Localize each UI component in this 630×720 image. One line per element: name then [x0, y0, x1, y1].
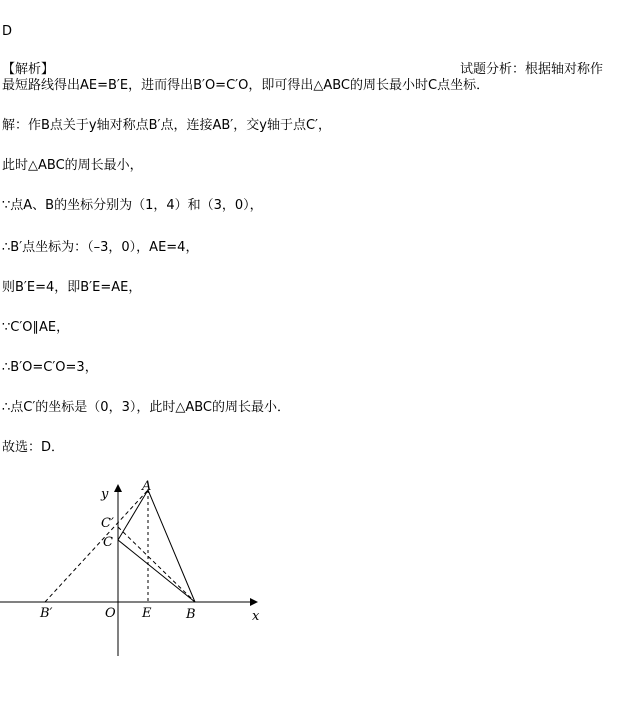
solution-line-4: ∴B′点坐标为：（–3，0），AE=4，: [2, 240, 199, 255]
solution-line-2: 此时△ABC的周长最小，: [2, 158, 143, 173]
label-y: y: [101, 487, 109, 502]
label-b: B: [186, 607, 196, 622]
solution-line-8: ∴点C′的坐标是（0，3），此时△ABC的周长最小．: [2, 400, 290, 415]
line-b-prime-a: [45, 490, 148, 602]
analysis-tag: 【解析】: [2, 62, 55, 77]
label-o: O: [105, 606, 116, 621]
answer-letter: D: [2, 24, 13, 39]
label-c: C: [103, 535, 113, 550]
solution-line-5: 则B′E=4，即B′E=AE，: [2, 280, 142, 295]
segment-c-b: [118, 540, 195, 602]
analysis-intro: 试题分析：根据轴对称作: [460, 62, 604, 77]
label-c-prime: C′: [101, 516, 114, 531]
segment-a-b: [148, 490, 195, 602]
solution-line-1: 解：作B点关于y轴对称点B′点，连接AB′，交y轴于点C′，: [2, 118, 331, 133]
analysis-line-1: 最短路线得出AE=B′E，进而得出B′O=C′O，即可得出△ABC的周长最小时C点坐标．: [2, 78, 490, 93]
solution-line-3: ∵点A、B的坐标分别为（1，4）和（3，0），: [2, 198, 263, 213]
solution-line-7: ∴B′O=C′O=3，: [2, 360, 98, 375]
y-axis-arrow: [114, 484, 122, 492]
label-b-prime: B′: [40, 606, 53, 621]
x-axis-arrow: [250, 598, 258, 606]
solution-line-9: 故选：D．: [2, 440, 65, 455]
line-c-prime-b: [118, 527, 195, 602]
segment-a-c: [118, 490, 148, 540]
label-a: A: [142, 479, 152, 494]
label-e: E: [142, 606, 152, 621]
label-x: x: [252, 609, 260, 624]
solution-line-6: ∵C′O∥AE，: [2, 320, 70, 335]
